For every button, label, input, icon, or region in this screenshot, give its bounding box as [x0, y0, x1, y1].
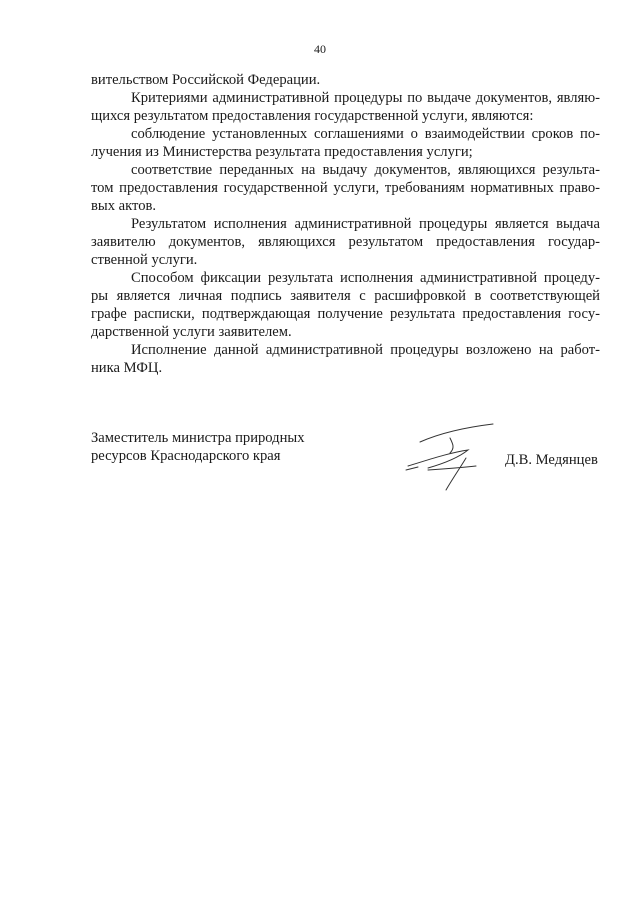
body-line: Результатом исполнения административной процедуры является выдача [131, 216, 600, 232]
handwritten-signature-icon [398, 420, 508, 495]
body-line: Исполнение данной административной процедуры возложено на работ- [131, 342, 600, 358]
body-line: щихся результатом предоставления государственной услуги, являются: [91, 108, 534, 124]
body-line: том предоставления государственной услуги, требованиям нормативных право- [91, 180, 600, 196]
body-line: Способом фиксации результата исполнения административной процеду- [131, 270, 600, 286]
body-line: соответствие переданных на выдачу документов, являющихся результа- [131, 162, 600, 178]
page-number: 40 [314, 42, 326, 56]
body-line: ственной услуги. [91, 252, 198, 268]
body-line: ника МФЦ. [91, 360, 163, 376]
body-line: вительством Российской Федерации. [91, 72, 321, 88]
signatory-position-line2: ресурсов Краснодарского края [91, 448, 281, 464]
body-line: Критериями административной процедуры по выдаче документов, являю- [131, 90, 600, 106]
body-line: соблюдение установленных соглашениями о взаимодействии сроков по- [131, 126, 600, 142]
body-line: вых актов. [91, 198, 157, 214]
body-line: ры является личная подпись заявителя с расшифровкой в соответствующей [91, 288, 600, 304]
signatory-name: Д.В. Медянцев [505, 452, 598, 468]
signatory-position-line1: Заместитель министра природных [91, 430, 305, 446]
body-line: дарственной услуги заявителем. [91, 324, 292, 340]
body-line: лучения из Министерства результата предоставления услуги; [91, 144, 473, 160]
body-line: заявителю документов, являющихся результатом предоставления государ- [91, 234, 600, 250]
body-line: графе расписки, подтверждающая получение результата предоставления госу- [91, 306, 600, 322]
